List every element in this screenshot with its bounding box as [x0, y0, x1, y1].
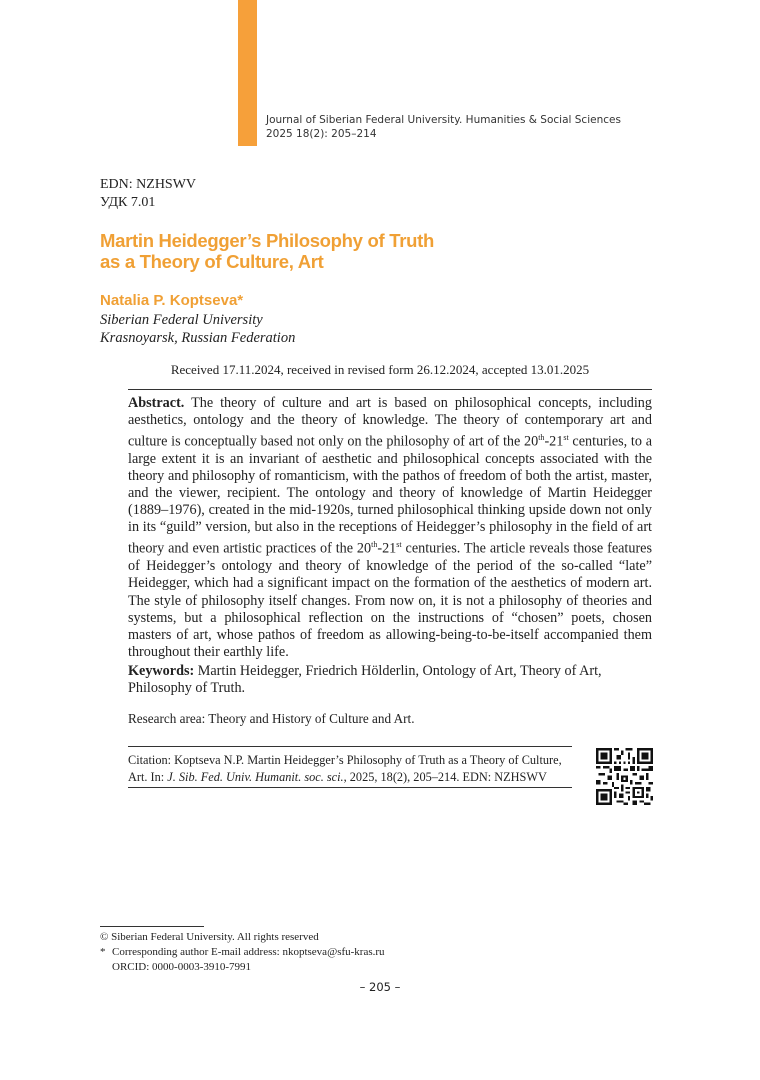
copyright-notice: © Siberian Federal University. All rights reserved [100, 931, 319, 943]
keywords [128, 663, 652, 697]
journal-accent-bar [238, 0, 257, 146]
abstract-text-2: -21 [544, 433, 564, 450]
page-number: – 205 – [359, 980, 401, 994]
corresponding-author-note [100, 945, 385, 960]
keywords-label: Keywords: [128, 663, 195, 679]
affiliation-university: Siberian Federal University [100, 312, 263, 328]
journal-header [266, 113, 621, 141]
journal-title: Journal of Siberian Federal University. Humanities & Social Sciences [266, 114, 621, 126]
abstract-sup-2: st [563, 433, 569, 443]
author-affiliation [100, 311, 295, 347]
citation-journal: J. Sib. Fed. Univ. Humanit. soc. sci. [167, 769, 344, 784]
udk-code: УДК 7.01 [100, 195, 156, 210]
citation [128, 752, 572, 785]
abstract-sup-3: th [371, 540, 378, 550]
research-area: Research area: Theory and History of Culture and Art. [128, 711, 415, 726]
keywords-text: Martin Heidegger, Friedrich Hölderlin, Ontology of Art, Theory of Art, Philosophy of Truth. [128, 663, 602, 697]
abstract-text-5: centuries. The article reveals those features of Heidegger’s ontology and theory of knowledge of the period of the so-called “late” Heidegger, which had a significant impact on the formation of the aesthetics of modern art. The style of philosophy itself changes. From now on, it is not a philosophy of theories and systems, but a philosophical reflection on the instructions of “chosen” poets, chosen masters of art, whose pathos of freedom as allowing-being-to-be-itself accompanied them throughout their earthly life. [128, 541, 652, 660]
citation-top-divider [128, 746, 572, 747]
abstract-label: Abstract. [128, 395, 185, 411]
qr-code-icon[interactable] [596, 748, 653, 805]
abstract-sup-1: th [538, 433, 545, 443]
citation-text-1: Citation: Koptseva N.P. Martin Heidegger’s Philosophy of Truth as a Theory of Culture, Art. In: [128, 753, 562, 784]
abstract-text-4: -21 [377, 541, 397, 558]
abstract-sup-4: st [396, 540, 402, 550]
title-line-2: as a Theory of Culture, Art [100, 251, 324, 272]
received-dates: Received 17.11.2024, received in revised form 26.12.2024, accepted 13.01.2025 [170, 362, 590, 377]
edn-code: EDN: NZHSWV [100, 177, 197, 192]
affiliation-location: Krasnoyarsk, Russian Federation [100, 330, 296, 346]
abstract [128, 395, 652, 661]
footnotes [100, 930, 385, 975]
abstract-text-3: centuries, to a large extent it is an invariant of aesthetic and philosophical concepts associated with the theory and philosophy of romanticism, with the pathos of freedom of both the artist, master, and the viewer, recipient. The ontology and theory of knowledge of Martin Heidegger (1889–1976), created in the mid-1920s, turned philosophical thinking upside down not only in its “guild” version, but also in the receptions of Heidegger’s philosophy in the field of art theory and even artistic practices of the 20 [128, 433, 652, 558]
article-title [100, 230, 434, 272]
title-line-1: Martin Heidegger’s Philosophy of Truth [100, 230, 434, 251]
article-identifiers [100, 176, 196, 212]
corresponding-email[interactable]: Corresponding author E-mail address: nkoptseva@sfu-kras.ru [112, 946, 385, 958]
abstract-text-1: The theory of culture and art is based on philosophical concepts, including aesthetics, ontology and the theory of knowledge. The theory of contemporary art and culture is conceptually based not only on the philosophy of art of the 20 [128, 395, 652, 450]
orcid: ORCID: 0000-0003-3910-7991 [112, 961, 252, 973]
abstract-divider [128, 389, 652, 390]
footnote-star: * [100, 946, 106, 958]
citation-text-2: , 2025, 18(2), 205–214. EDN: NZHSWV [343, 769, 547, 784]
author-name: Natalia P. Koptseva* [100, 292, 244, 309]
journal-issue: 2025 18(2): 205–214 [266, 128, 377, 140]
footnote-divider [100, 926, 204, 927]
citation-bottom-divider [128, 787, 572, 788]
